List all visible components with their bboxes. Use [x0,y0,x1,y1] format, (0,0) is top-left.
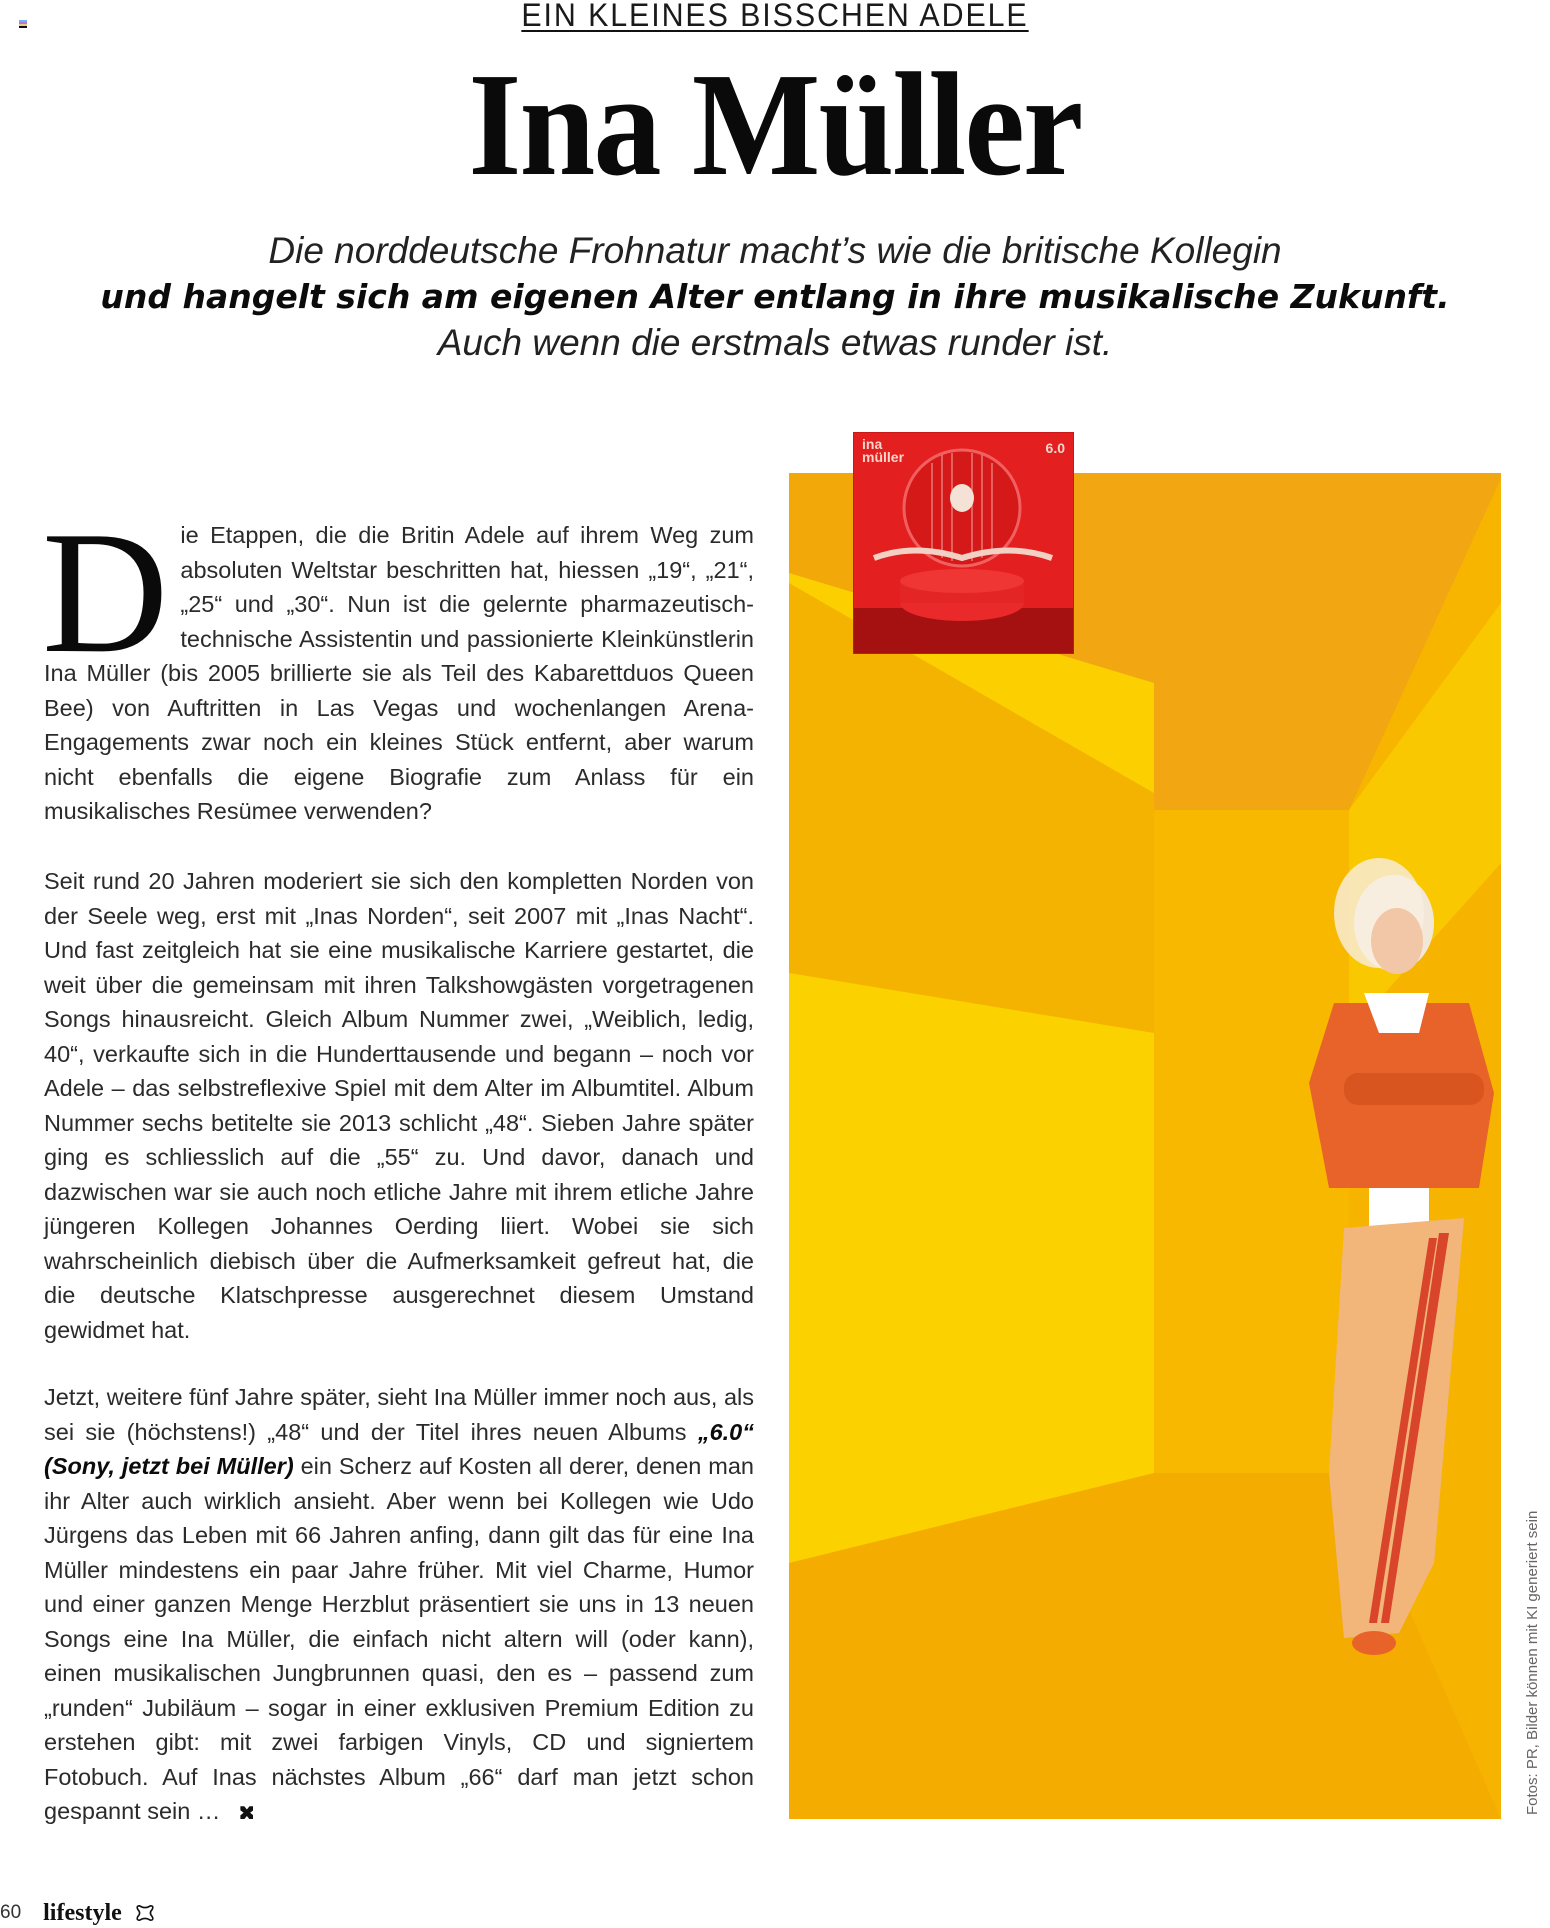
drop-cap: D [42,495,169,689]
album-reference: „6.0“ (Sony, jetzt bei Müller) [44,1418,754,1479]
page-title: Ina Müller [468,43,1082,207]
section-name: lifestyle [43,1899,122,1926]
album-artist-line: müller [862,449,905,465]
article-paragraph-2: Seit rund 20 Jahren moderiert sie sich den kompletten Norden von der Seele weg, erst mit „Inas Norden“, seit 2007 mit „Inas Nacht“. Und fast zeitgleich hat sie eine musikalische Karriere gestartet, die weit über die gemeinsam mit ihren Talkshowgästen vorgetragenen Songs hinausreicht. Gleich Album Nummer zwei, „Weiblich, ledig, 40“, verkaufte sich in die Hunderttausende und begann – noch vor Adele – das selbstreflexive Spiel mit dem Alter im Albumtitel. Album Nummer sechs betitelte sie 2013 schlicht „48“. Sieben Jahre später ging es schliesslich auf die „55“ zu. Und davor, danach und dazwischen war sie auch noch etliche Jahre mit ihrem etliche Jahre jüngeren Kollegen Johannes Oerding liiert. Wobei sie sich wahrscheinlich diebisch über die Aufmerksamkeit gefreut hat, die die deutsche Klatschpresse ausgerechnet diesem Umstand gewidmet hat. [44,868,754,1343]
flower-outline-icon [136,1904,154,1922]
dek-line-3: Auch wenn die erstmals etwas runder ist. [437,322,1113,363]
kicker [0,0,1550,32]
dek-line-1: Die norddeutsche Frohnatur macht’s wie die britische Kollegin [268,230,1282,271]
page-number: 60 [0,1902,22,1923]
yellow-room-illustration [789,473,1501,1819]
album-title-label: 6.0 [1045,440,1065,456]
dek [0,228,1550,366]
paragraph-text: ein Scherz auf Kosten all derer, denen man ihr Alter auch wirklich ansieht. Aber wenn bei Kollegen wie Udo Jürgens das Leben mit 66 Jahren anfing, dann gilt das für eine Ina Müller mindestens ein paar Jahre früher. Mit viel Charme, Humor und einer ganzen Menge Herzblut präsentiert sie uns in 13 neuen Songs eine Ina Müller, die einfach nicht altern will (oder kann), einen musikalischen Jungbrunnen quasi, den es – passend zum „runden“ Jubiläum – sogar in einer exklusiven Premium Edition zu erstehen gibt: mit zwei farbigen Vinyls, CD und signiertem Fotobuch. Auf Inas nächstes Album „66“ darf man jetzt schon gespannt sein … [44,1453,754,1824]
paragraph-text: Jetzt, weitere fünf Jahre später, sieht Ina Müller immer noch aus, als sei sie (höchstens!) „48“ und der Titel ihres neuen Albums [44,1384,754,1445]
album-artwork [854,433,1073,653]
end-mark-icon [240,1806,253,1819]
album-artist-label [862,438,904,464]
kicker-text: EIN KLEINES BISSCHEN ADELE [521,0,1029,33]
album-cover [853,432,1074,654]
photo-credit: Fotos: PR, Bilder können mit KI generiert sein [1524,1510,1541,1815]
page-footer [0,1898,154,1928]
artist-photo [789,473,1501,1819]
dek-line-2: und hangelt sich am eigenen Alter entlang in ihre musikalische Zukunft. [100,277,1450,316]
article-paragraph-1 [42,495,754,829]
article-paragraph-3 [44,1380,754,1829]
album-artist-line: ina [862,436,883,452]
paragraph-text: ie Etappen, die die Britin Adele auf ihrem Weg zum absoluten Weltstar beschritten hat, hiessen „19“, „21“, „25“ und „30“. Nun ist die gelernte pharmazeutisch-technische Assistentin und passionierte Kleinkünstlerin Ina Müller (bis 2005 brillierte sie als Teil des Kabarettduos Queen Bee) von Auftritten in Las Vegas und wochenlangen Arena-Engagements zwar noch ein kleines Stück entfernt, aber warum nicht ebenfalls die eigene Biografie zum Anlass für ein musikalisches Resümee verwenden? [44,522,754,824]
